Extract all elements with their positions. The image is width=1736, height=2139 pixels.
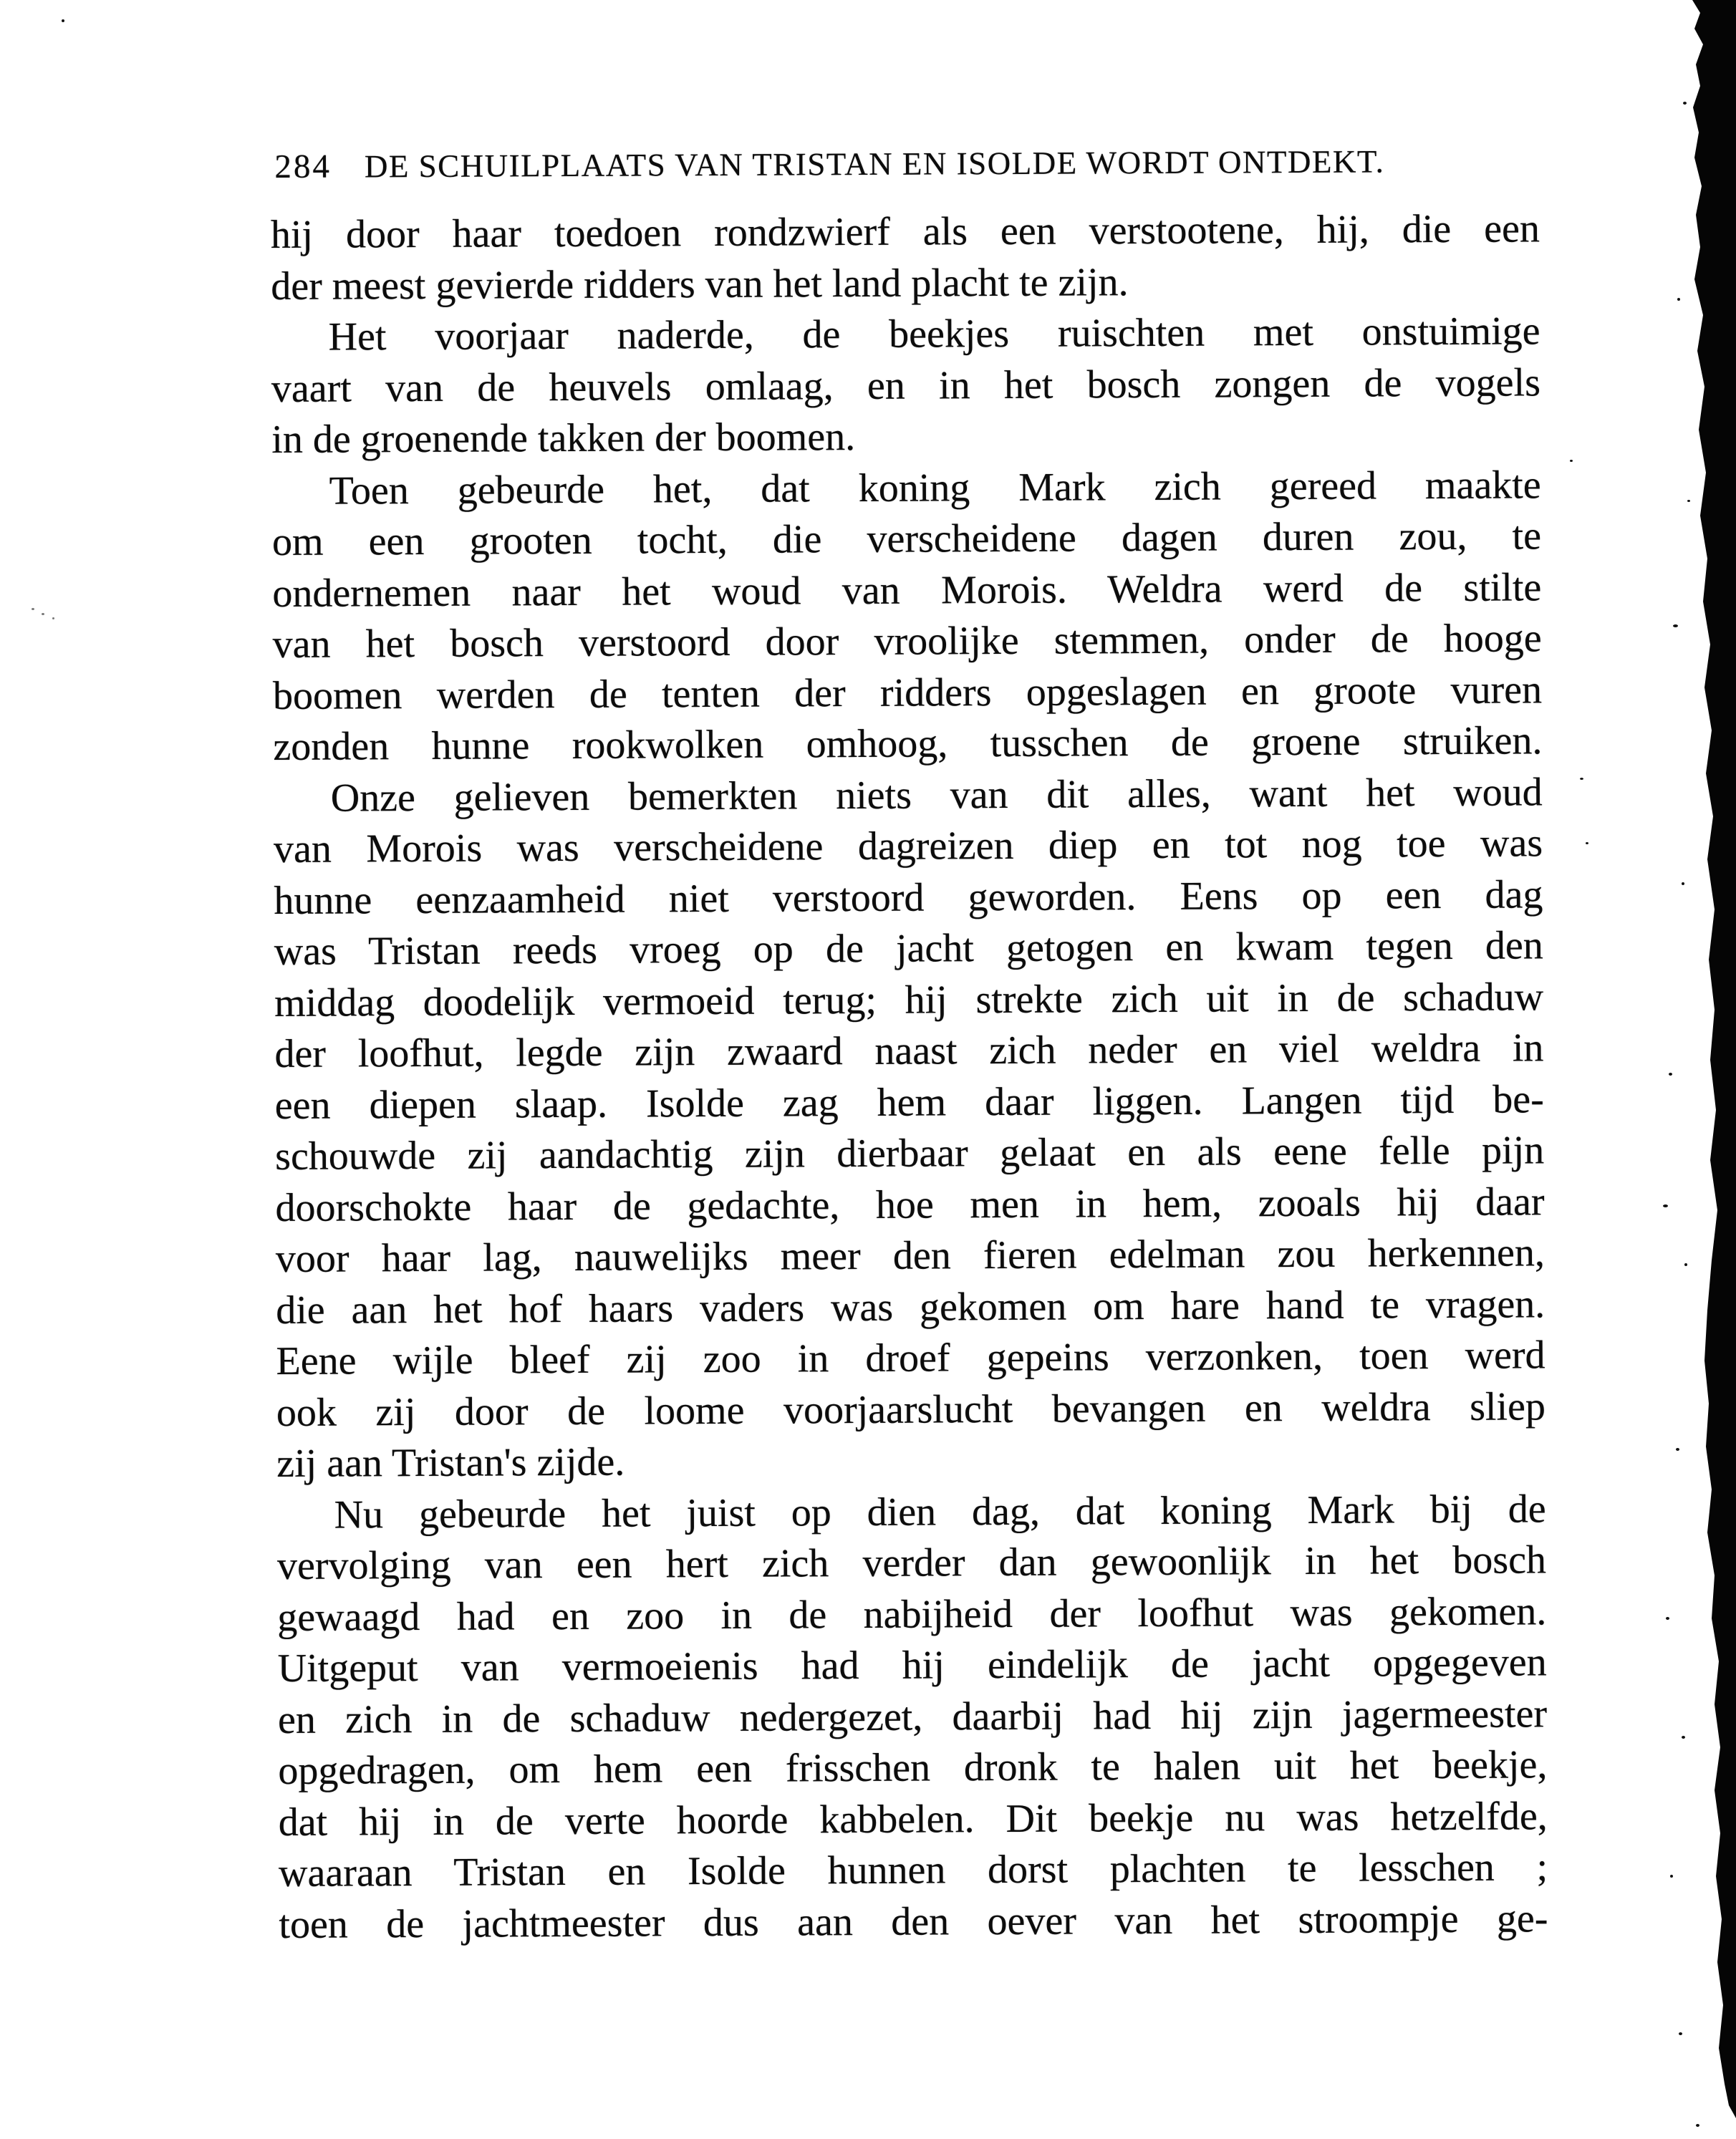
text-line: der meest gevierde ridders van het land placht te zijn. [271,259,1129,309]
scan-speck [42,613,44,615]
scan-speck [1684,1263,1687,1266]
scan-speck [1580,778,1583,780]
text-line: dat hij in de verte hoorde kabbelen. Dit beekje nu was hetzelfde, [278,1793,1548,1845]
scan-speck [1666,1617,1669,1620]
text-line: ook zij door de loome voorjaarslucht bevangen en weldra sliep [276,1384,1546,1435]
scan-speck [1682,1736,1685,1739]
scan-speck [1687,500,1690,502]
text-line: schouwde zij aandachtig zijn dierbaar gelaat en als eene felle pijn [275,1128,1545,1179]
text-line: der loofhut, legde zijn zwaard naast zich neder en viel weldra in [274,1025,1544,1076]
text-line: hij door haar toedoen rondzwierf als een verstootene, hij, die een [270,206,1540,257]
text-line: Onze gelieven bemerkten niets van dit alles, want het woud [330,769,1543,821]
text-line: gewaagd had en zoo in de nabijheid der loofhut was gekomen. [277,1588,1547,1640]
scan-speck [62,19,64,22]
scan-speck [1669,1073,1672,1076]
scan-speck [1696,2124,1699,2127]
text-line: vervolging van een hert zich verder dan gewoonlijk in het bosch [276,1537,1547,1588]
text-line: Nu gebeurde het juist op dien dag, dat koning Mark bij de [334,1486,1546,1537]
scan-speck [52,617,54,619]
text-line: zonden hunne rookwolken omhoog, tusschen de groene struiken. [273,718,1543,769]
text-line: Het voorjaar naderde, de beekjes ruischten met onstuimige [328,309,1540,359]
text-line: hunne eenzaamheid niet verstoord geworden. Eens op een dag [274,871,1543,923]
header-title: DE SCHUILPLAATS VAN TRISTAN EN ISOLDE WORDT ONTDEKT. [364,143,1385,185]
text-line: van het bosch verstoord door vroolijke stemmen, onder de hooge [272,616,1542,667]
running-header [274,142,1492,186]
text-line: die aan het hof haars vaders was gekomen om hare hand te vragen. [276,1281,1545,1333]
text-line: Eene wijle bleef zij zoo in droef gepeins verzonken, toen werd [276,1333,1545,1384]
text-line: opgedragen, om hem een frisschen dronk te halen uit het beekje, [278,1742,1548,1793]
text-line: en zich in de schaduw nedergezet, daarbij had hij zijn jagermeester [277,1691,1548,1742]
scan-speck [1673,624,1678,627]
text-line: doorschokte haar de gedachte, hoe men in hem, zooals hij daar [275,1179,1545,1230]
scan-speck [1586,842,1588,844]
text-line: ondernemen naar het woud van Morois. Weldra werd de stilte [272,564,1542,616]
scan-speck [1679,2032,1682,2035]
text-line: waaraan Tristan en Isolde hunnen dorst plachten te lesschen ; [278,1845,1548,1896]
text-line: van Morois was verscheidene dagreizen diep en tot nog toe was [273,821,1543,871]
text-line: toen de jachtmeester dus aan den oever van het stroompje ge- [279,1896,1548,1947]
text-line: in de groenende takken der boomen. [271,415,856,462]
page-number: 284 [274,148,332,185]
text-line: was Tristan reeds vroeg op de jacht getogen en kwam tegen den [274,923,1543,974]
scan-speck [1676,1448,1679,1451]
text-line: Uitgeput van vermoeienis had hij eindelijk de jacht opgegeven [277,1640,1547,1691]
scan-speck [1670,1875,1673,1878]
text-line: vaart van de heuvels omlaag, en in het bosch zongen de vogels [271,359,1541,411]
text-line: boomen werden de tenten der ridders opgeslagen en groote vuren [272,667,1543,718]
text-line: zij aan Tristan's zijde. [276,1439,625,1486]
text-line: een diepen slaap. Isolde zag hem daar liggen. Langen tijd be- [274,1076,1544,1128]
scan-speck [1683,102,1687,105]
text-line: Toen gebeurde het, dat koning Mark zich gereed maakte [329,462,1541,513]
text-line: middag doodelijk vermoeid terug; hij strekte zich uit in de schaduw [274,974,1544,1025]
text-line: voor haar lag, nauwelijks meer den fieren edelman zou herkennen, [275,1230,1545,1281]
text-block [271,203,1548,1951]
scan-speck [1677,298,1680,301]
text-line: om een grooten tocht, die verscheidene dagen duren zou, te [271,513,1542,564]
scan-speck [1663,1204,1668,1207]
scan-speck [32,608,34,610]
scan-speck [1682,882,1684,885]
scan-speck [1570,460,1573,462]
